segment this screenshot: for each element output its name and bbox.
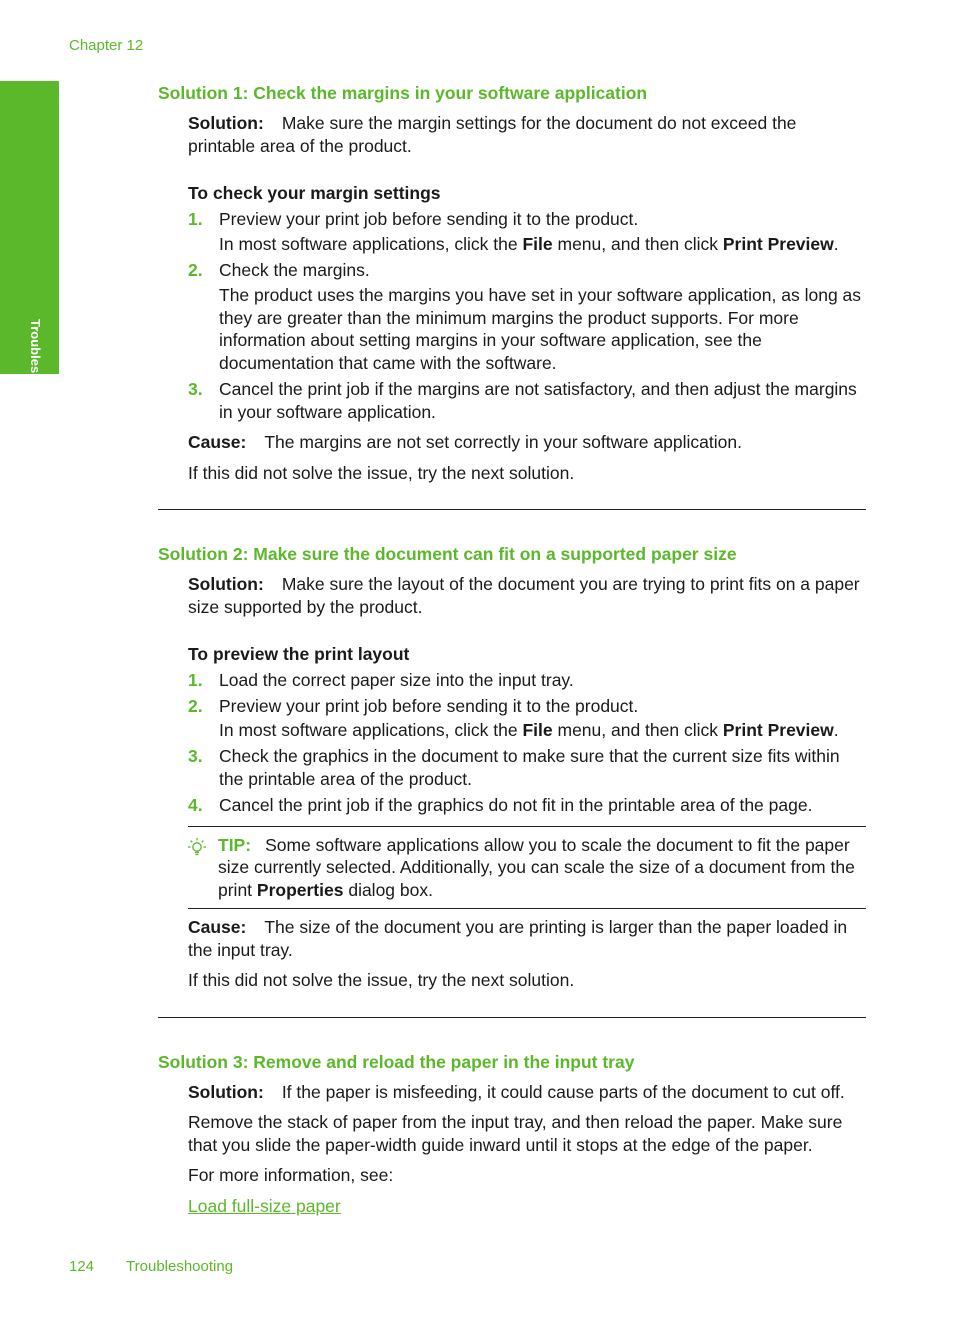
step-detail xyxy=(219,719,866,742)
step-text: Preview your print job before sending it to the product. xyxy=(219,696,639,716)
page-number: 124 xyxy=(69,1258,95,1275)
lightbulb-icon xyxy=(186,837,208,859)
step-number: 1. xyxy=(188,669,203,690)
tip-body: Some software applications allow you to scale the document to fit the paper size currently selected. Additionally, you can scale the size of a document from the print xyxy=(218,834,855,900)
cause-text: The size of the document you are printing is larger than the paper loaded in the input tray. xyxy=(188,917,848,960)
solution1-next: If this did not solve the issue, try the next solution. xyxy=(188,462,575,483)
detail-text: In most software applications, click the xyxy=(219,234,523,254)
detail-text: . xyxy=(833,234,839,254)
solution3-para: Remove the stack of paper from the input tray, and then reload the paper. Make sure that you slide the paper-width guide inward until it stops at the edge of the paper. xyxy=(188,1112,843,1155)
list-item xyxy=(188,745,866,790)
step-text: Cancel the print job if the margins are not satisfactory, and then adjust the margins in your software application. xyxy=(219,379,857,422)
solution2-body xyxy=(188,573,866,817)
load-full-size-paper-link[interactable]: Load full-size paper xyxy=(188,1195,341,1216)
solution1-subhead: To check your margin settings xyxy=(188,183,441,203)
solution2-solution xyxy=(188,573,866,618)
solution2-cause xyxy=(188,916,866,961)
print-preview-ref: Print Preview xyxy=(722,234,834,254)
solution1-cause xyxy=(188,431,866,454)
page-content xyxy=(158,81,866,1217)
solution-label: Solution: xyxy=(188,113,264,133)
step-number: 1. xyxy=(188,208,203,229)
step-number: 3. xyxy=(188,746,203,766)
tip-box xyxy=(188,826,866,910)
solution-text: Make sure the layout of the document you are trying to print fits on a paper size supported by the product. xyxy=(188,574,860,617)
solution3-more-info: For more information, see: xyxy=(188,1165,394,1185)
solution1-heading: Solution 1: Check the margins in your software application xyxy=(158,83,648,103)
detail-text: menu, and then click xyxy=(552,234,723,254)
step-number: 3. xyxy=(188,379,203,399)
chapter-label: Chapter 12 xyxy=(69,37,144,54)
side-tab xyxy=(0,81,59,421)
solution-label: Solution: xyxy=(188,1081,264,1102)
list-item xyxy=(188,695,866,741)
solution1-body xyxy=(188,112,866,484)
list-item xyxy=(188,794,866,817)
properties-ref: Properties xyxy=(256,879,344,900)
step-text: Check the graphics in the document to make sure that the current size fits within the printable area of the product. xyxy=(219,746,840,789)
solution3-solution xyxy=(188,1081,866,1104)
solution2-footer-body xyxy=(188,916,866,992)
list-item xyxy=(188,208,866,256)
solution-label: Solution: xyxy=(188,574,264,594)
step-text: Load the correct paper size into the input tray. xyxy=(219,669,574,690)
step-text: Cancel the print job if the graphics do not fit in the printable area of the page. xyxy=(219,795,813,815)
divider xyxy=(158,1017,866,1018)
detail-text: In most software applications, click the xyxy=(219,719,523,740)
cause-text: The margins are not set correctly in your software application. xyxy=(264,432,742,452)
file-menu-ref: File xyxy=(522,719,553,740)
page-footer xyxy=(69,1258,233,1275)
list-item xyxy=(188,669,866,692)
tip-body: dialog box. xyxy=(343,879,433,900)
solution3-link-row xyxy=(188,1195,866,1218)
cause-label: Cause: xyxy=(188,432,247,452)
solution2-heading: Solution 2: Make sure the document can fit on a supported paper size xyxy=(158,544,737,564)
solution3-heading: Solution 3: Remove and reload the paper in the input tray xyxy=(158,1051,635,1072)
solution1-solution xyxy=(188,112,866,157)
tip-text xyxy=(188,834,866,902)
solution-text: Make sure the margin settings for the document do not exceed the printable area of the product. xyxy=(188,113,797,156)
solution3-body xyxy=(188,1081,866,1218)
solution2-next: If this did not solve the issue, try the next solution. xyxy=(188,970,575,990)
solution1-steps xyxy=(188,208,866,424)
list-item xyxy=(188,259,866,375)
step-number: 2. xyxy=(188,696,203,716)
list-item xyxy=(188,378,866,423)
cause-label: Cause: xyxy=(188,917,247,937)
step-detail: The product uses the margins you have set in your software application, as long as they are greater than the minimum margins the product supports. For more information about setting margins in your software application, see the documentation that came with the software. xyxy=(219,285,862,373)
step-number: 2. xyxy=(188,259,203,280)
detail-text: menu, and then click xyxy=(552,719,723,740)
detail-text: . xyxy=(833,719,839,740)
side-tab-label: Troubleshooting xyxy=(28,319,43,421)
solution2-steps xyxy=(188,669,866,817)
step-number: 4. xyxy=(188,795,203,815)
print-preview-ref: Print Preview xyxy=(722,719,834,740)
solution-text: If the paper is misfeeding, it could cause parts of the document to cut off. xyxy=(281,1081,845,1102)
divider xyxy=(158,509,866,510)
file-menu-ref: File xyxy=(522,234,553,254)
footer-title: Troubleshooting xyxy=(126,1258,234,1275)
step-text: Preview your print job before sending it to the product. xyxy=(219,208,639,229)
solution2-subhead: To preview the print layout xyxy=(188,644,410,664)
tip-label: TIP: xyxy=(218,834,252,855)
step-text: Check the margins. xyxy=(219,259,370,280)
step-detail xyxy=(219,233,866,256)
